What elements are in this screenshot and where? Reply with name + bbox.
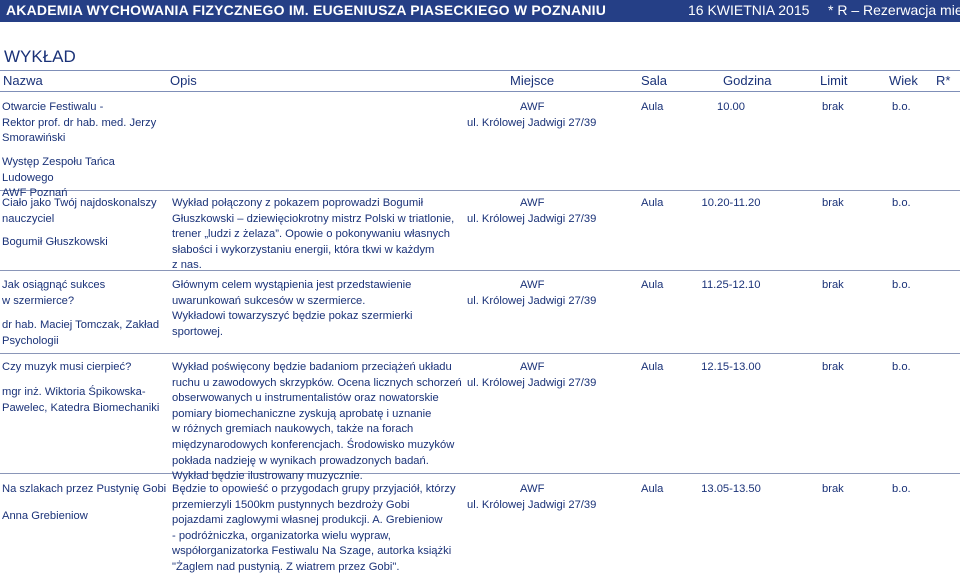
row-time: 11.25-12.10 bbox=[701, 279, 761, 291]
row-age: b.o. bbox=[892, 483, 911, 495]
column-header-limit: Limit bbox=[820, 73, 848, 88]
row-room: Aula bbox=[641, 279, 664, 291]
table-row bbox=[0, 360, 960, 483]
row-limit: brak bbox=[822, 483, 844, 495]
row-limit: brak bbox=[822, 279, 844, 291]
row-name: Ciało jako Twój najdoskonalszy nauczyciel bbox=[2, 197, 157, 225]
row-limit: brak bbox=[822, 197, 844, 209]
row-description: Wykład połączony z pokazem poprowadzi Bogumił Głuszkowski – dziewięciokrotny mistrz Polski w triatlonie, trener „ludzi z żelaza”. Opowie o pokonywaniu własnych słabości i wykorzystaniu energii, która tkwi w każdym z nas. bbox=[172, 197, 455, 272]
row-time: 13.05-13.50 bbox=[701, 483, 761, 495]
section-title: WYKŁAD bbox=[4, 47, 76, 66]
row-name: Występ Zespołu Tańca Ludowego AWF Poznań bbox=[2, 156, 115, 200]
row-limit: brak bbox=[822, 101, 844, 113]
table-row bbox=[0, 155, 960, 200]
row-age: b.o. bbox=[892, 197, 911, 209]
row-age: b.o. bbox=[892, 279, 911, 291]
top-banner bbox=[0, 0, 980, 22]
row-time: 10.20-11.20 bbox=[701, 197, 761, 209]
table-row bbox=[0, 196, 960, 271]
row-place: AWF bbox=[520, 197, 545, 209]
row-speaker: Bogumił Głuszkowski bbox=[2, 236, 108, 248]
column-header-opis: Opis bbox=[170, 73, 197, 88]
row-age: b.o. bbox=[892, 101, 911, 113]
column-header-sala: Sala bbox=[641, 73, 668, 88]
row-description: Będzie to opowieść o przygodach grupy przyjaciół, którzy przemierzyli 1500km pustynnych bezdroży Gobi pojazdami zaglowymi własnej produkcji. A. Grebieniow - podróżniczka, organizatorka wielu wypraw, współorganizatorka Festiwalu Na Szage, autorka książki "Żaglem nad pustynią. Z wiatrem przez Gobi". bbox=[172, 483, 456, 573]
row-description: Wykład poświęcony będzie badaniom przeciążeń układu ruchu u zawodowych skrzypków. Ocena licznych schorzeń obserwowanych u instrumentalistów oraz nowatorskie pomiary biomechaniczne zyskują aprobatę i uznanie w różnych gremiach naukowych, także na forach międzynarodowych konferencjach. Środowisko muzyków pokłada nadzieję w wynikach prowadzonych badań. Wykład będzie ilustrowany muzycznie. bbox=[172, 361, 462, 483]
column-header-nazwa: Nazwa bbox=[3, 73, 43, 88]
row-description: Głównym celem wystąpienia jest przedstawienie uwarunkowań sukcesów w szermierce. Wykładowi towarzyszyć będzie pokaz szermierki sportowej. bbox=[172, 279, 413, 338]
row-age: b.o. bbox=[892, 361, 911, 373]
row-name: Jak osiągnąć sukces w szermierce? bbox=[2, 279, 106, 307]
row-speaker: Anna Grebieniow bbox=[2, 510, 88, 522]
table-row bbox=[0, 278, 960, 354]
row-address: ul. Królowej Jadwigi 27/39 bbox=[467, 116, 597, 129]
table-row bbox=[0, 482, 960, 575]
row-time: 10.00 bbox=[717, 101, 745, 113]
row-room: Aula bbox=[641, 483, 664, 495]
row-room: Aula bbox=[641, 361, 664, 373]
row-room: Aula bbox=[641, 101, 664, 113]
row-address: ul. Królowej Jadwigi 27/39 bbox=[467, 498, 597, 511]
table-row bbox=[0, 100, 960, 148]
row-room: Aula bbox=[641, 197, 664, 209]
column-header-godzina: Godzina bbox=[723, 73, 772, 88]
row-name: Na szlakach przez Pustynię Gobi bbox=[2, 483, 167, 495]
event-date: 16 KWIETNIA 2015 bbox=[688, 2, 810, 18]
row-speaker: dr hab. Maciej Tomczak, Zakład Psychologii bbox=[2, 319, 160, 347]
institution-name: AKADEMIA WYCHOWANIA FIZYCZNEGO IM. EUGENIUSZA PIASECKIEGO W POZNANIU bbox=[6, 2, 607, 18]
row-address: ul. Królowej Jadwigi 27/39 bbox=[467, 212, 597, 225]
row-place: AWF bbox=[520, 101, 545, 113]
row-time: 12.15-13.00 bbox=[701, 361, 761, 373]
reservation-note: * R – Rezerwacja miejsc bbox=[828, 2, 980, 18]
column-header-wiek: Wiek bbox=[889, 73, 918, 88]
row-name: Otwarcie Festiwalu - Rektor prof. dr hab. med. Jerzy Smorawiński bbox=[2, 101, 157, 145]
row-place: AWF bbox=[520, 361, 545, 373]
row-speaker: mgr inż. Wiktoria Śpikowska- Pawelec, Katedra Biomechaniki bbox=[2, 386, 160, 414]
row-address: ul. Królowej Jadwigi 27/39 bbox=[467, 376, 597, 389]
column-header-r: R* bbox=[936, 73, 951, 88]
row-address: ul. Królowej Jadwigi 27/39 bbox=[467, 294, 597, 307]
table-header bbox=[0, 70, 960, 92]
row-limit: brak bbox=[822, 361, 844, 373]
row-name: Czy muzyk musi cierpieć? bbox=[2, 361, 132, 373]
column-header-miejsce: Miejsce bbox=[510, 73, 555, 88]
row-place: AWF bbox=[520, 279, 545, 291]
row-place: AWF bbox=[520, 483, 545, 495]
